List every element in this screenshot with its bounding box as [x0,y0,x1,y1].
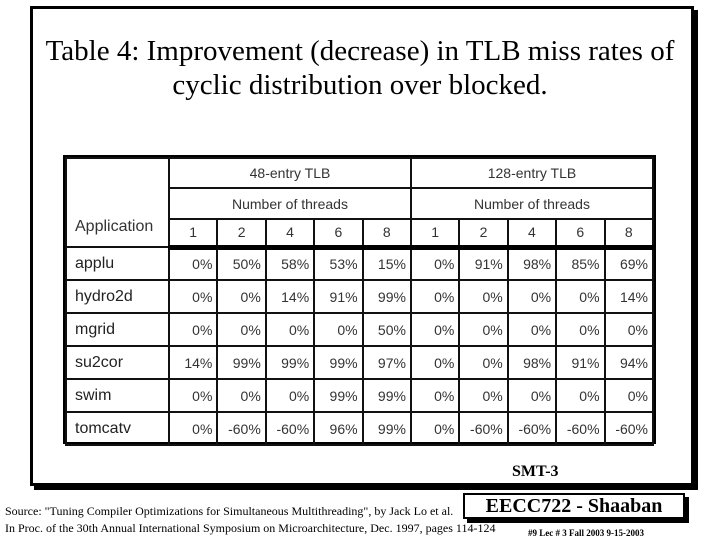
miss-rate-cell: 99% [217,346,265,379]
table-row [66,379,653,412]
miss-rate-cell: 50% [363,313,411,346]
miss-rate-cell: 0% [605,379,653,412]
miss-rate-cell: 0% [508,313,556,346]
miss-rate-cell: 99% [314,346,362,379]
miss-rate-cell: 0% [459,280,507,313]
miss-rate-cell: 15% [363,247,411,280]
miss-rate-cell: 0% [217,280,265,313]
miss-rate-cell: 0% [459,313,507,346]
miss-rate-cell: 14% [266,280,314,313]
miss-rate-cell: 69% [605,247,653,280]
slide-title: Table 4: Improvement (decrease) in TLB miss rates of cyclic distribution over blocked. [45,35,675,101]
tlb-miss-table [63,155,656,444]
application-name: applu [66,247,169,280]
footer-meta: #9 Lec # 3 Fall 2003 9-15-2003 [528,528,644,538]
miss-rate-cell: 91% [459,247,507,280]
thread-count: 6 [314,219,362,247]
miss-rate-cell: 99% [314,379,362,412]
thread-count: 1 [169,219,217,247]
table-grid [65,157,654,446]
miss-rate-cell: 99% [266,346,314,379]
miss-rate-cell: 0% [411,346,459,379]
miss-rate-cell: 99% [363,412,411,445]
miss-rate-cell: 0% [459,346,507,379]
miss-rate-cell: 0% [411,247,459,280]
miss-rate-cell: 0% [556,379,604,412]
course-brand-box: EECC722 - Shaaban [463,493,685,519]
source-line-2: In Proc. of the 30th Annual International Symposium on Microarchitecture, Dec. 1997, pages 114-124 [5,521,496,535]
thread-count: 4 [266,219,314,247]
thread-count: 2 [217,219,265,247]
miss-rate-cell: 0% [556,280,604,313]
source-line-1: Source: "Tuning Compiler Optimizations for Simultaneous Multithreading", by Jack Lo et al. [5,504,454,518]
miss-rate-cell: 99% [363,280,411,313]
miss-rate-cell: 0% [169,247,217,280]
thread-count: 6 [556,219,604,247]
application-name: swim [66,379,169,412]
miss-rate-cell: 50% [217,247,265,280]
table-row [66,313,653,346]
miss-rate-cell: 97% [363,346,411,379]
miss-rate-cell: 0% [217,313,265,346]
threads-header-128: Number of threads [411,188,653,219]
miss-rate-cell: 0% [411,313,459,346]
miss-rate-cell: 98% [508,346,556,379]
miss-rate-cell: 0% [508,280,556,313]
miss-rate-cell: 98% [508,247,556,280]
miss-rate-cell: 0% [605,313,653,346]
application-name: su2cor [66,346,169,379]
miss-rate-cell: -60% [266,412,314,445]
thread-count: 2 [459,219,507,247]
miss-rate-cell: -60% [508,412,556,445]
miss-rate-cell: 0% [266,379,314,412]
table-body [66,247,653,445]
miss-rate-cell: 58% [266,247,314,280]
table-row [66,412,653,445]
miss-rate-cell: 0% [169,379,217,412]
miss-rate-cell: 0% [266,313,314,346]
miss-rate-cell: 53% [314,247,362,280]
miss-rate-cell: 0% [459,379,507,412]
miss-rate-cell: 0% [411,412,459,445]
thread-count: 8 [605,219,653,247]
miss-rate-cell: 0% [508,379,556,412]
miss-rate-cell: 14% [605,280,653,313]
application-name: mgrid [66,313,169,346]
miss-rate-cell: -60% [556,412,604,445]
miss-rate-cell: 0% [217,379,265,412]
miss-rate-cell: 14% [169,346,217,379]
application-name: hydro2d [66,280,169,313]
miss-rate-cell: 91% [556,346,604,379]
miss-rate-cell: -60% [605,412,653,445]
miss-rate-cell: 0% [169,313,217,346]
thread-count: 8 [363,219,411,247]
threads-header-48: Number of threads [169,188,411,219]
thread-count: 1 [411,219,459,247]
table-row [66,247,653,280]
miss-rate-cell: 85% [556,247,604,280]
source-citation [5,503,496,537]
application-header: Application [66,158,169,247]
slide-code: SMT-3 [512,463,559,480]
table-row [66,346,653,379]
table-row [66,280,653,313]
group-header-128: 128-entry TLB [411,158,653,188]
miss-rate-cell: 0% [314,313,362,346]
miss-rate-cell: 0% [169,280,217,313]
miss-rate-cell: -60% [217,412,265,445]
miss-rate-cell: 99% [363,379,411,412]
miss-rate-cell: 96% [314,412,362,445]
miss-rate-cell: 94% [605,346,653,379]
miss-rate-cell: -60% [459,412,507,445]
miss-rate-cell: 91% [314,280,362,313]
application-name: tomcatv [66,412,169,445]
miss-rate-cell: 0% [556,313,604,346]
thread-count: 4 [508,219,556,247]
miss-rate-cell: 0% [169,412,217,445]
miss-rate-cell: 0% [411,280,459,313]
group-header-48: 48-entry TLB [169,158,411,188]
miss-rate-cell: 0% [411,379,459,412]
